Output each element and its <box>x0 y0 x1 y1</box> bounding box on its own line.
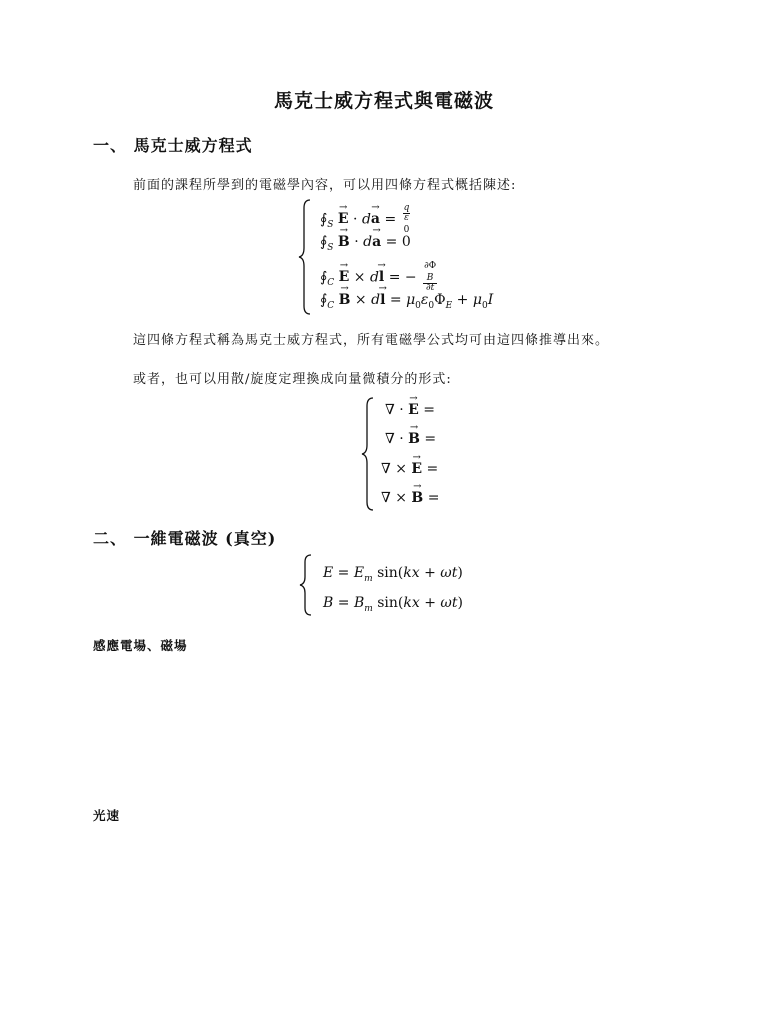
magnetic-wave-equation: $B = B_m$ sin(kx + ωt) <box>323 595 463 614</box>
section-1-heading: 一、 馬克士威方程式 <box>93 136 253 155</box>
section-1-intro: 前面的課程所學到的電磁學內容，可以用四條方程式概括陳述: <box>133 178 517 193</box>
left-brace <box>361 396 377 512</box>
section-1-summary: 這四條方程式稱為馬克士威方程式，所有電磁學公式均可由這四條推導出來。 <box>133 333 610 348</box>
gauss-electric-equation: $∮_S \to E \cdot d\to a$ = q ε $_0$ <box>320 204 412 235</box>
charge-fraction: q ε $_0$ <box>403 203 410 235</box>
section-2-heading: 二、 一維電磁波 (真空) <box>93 529 277 548</box>
induced-fields-label: 感應電場、磁場 <box>93 638 188 653</box>
fraction-denominator: ε <box>404 213 409 223</box>
div-b-equation: ∇ · → B = <box>385 430 436 448</box>
curl-b-equation: ∇ × → B = <box>381 489 439 507</box>
flux-denominator: ∂t <box>425 282 435 293</box>
left-brace <box>299 553 315 617</box>
differential-form-equations <box>361 396 471 512</box>
light-speed-label: 光速 <box>93 808 121 823</box>
section-1-alt: 或者，也可以用散/旋度定理換成向量微積分的形式: <box>133 372 452 387</box>
electric-wave-equation: $E = E_m$ sin(kx + ωt) <box>323 565 463 584</box>
faraday-equation: $∮_C \to E \times d\to l$ = − ∂Φ $_B$ ∂t <box>320 262 439 293</box>
wave-equations <box>299 553 469 617</box>
div-e-equation: ∇ · → E = <box>385 401 435 419</box>
fraction-numerator: q <box>403 203 410 213</box>
integral-form-equations <box>298 198 528 316</box>
curl-e-equation: ∇ × → E = <box>381 460 438 478</box>
flux-numerator: ∂Φ <box>424 261 437 271</box>
page-title: 馬克士威方程式與電磁波 <box>273 90 494 112</box>
flux-derivative-fraction: ∂Φ $_B$ ∂t <box>424 261 437 293</box>
gauss-magnetic-equation: $∮_S \to B \cdot d\to a = 0$ <box>320 233 411 257</box>
left-brace <box>298 198 314 316</box>
ampere-maxwell-equation: $∮_C \to B \times d\to l = \mu_0\varepsilon_0\Phi_E + \mu_0I$ <box>320 291 493 315</box>
zero-value: 0 <box>401 234 411 250</box>
